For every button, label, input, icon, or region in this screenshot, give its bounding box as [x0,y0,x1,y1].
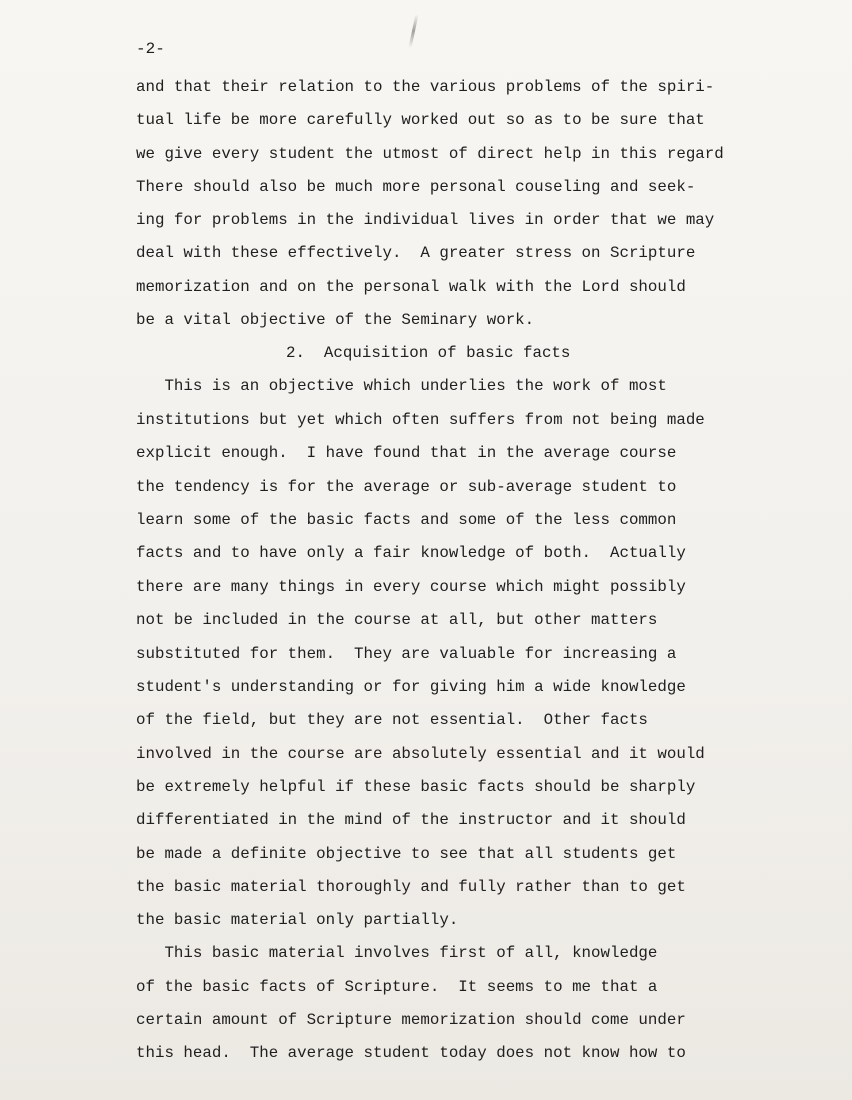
text-line: This basic material involves first of all, knowledge [136,944,658,962]
text-line: be made a definite objective to see that all students get [136,845,677,863]
text-line: of the field, but they are not essential. Other facts [136,711,648,729]
text-line: the tendency is for the average or sub-average student to [136,478,677,496]
text-line: there are many things in every course which might possibly [136,578,686,596]
text-line: explicit enough. I have found that in the average course [136,444,677,462]
text-line: and that their relation to the various problems of the spiri- [136,78,715,96]
text-line: There should also be much more personal couseling and seek- [136,178,696,196]
pen-mark [408,14,418,48]
text-line: the basic material thoroughly and fully rather than to get [136,878,686,896]
text-line: be a vital objective of the Seminary work. [136,311,535,329]
text-line: ing for problems in the individual lives in order that we may [136,211,715,229]
text-line: This is an objective which underlies the work of most [136,377,667,395]
text-line: deal with these effectively. A greater stress on Scripture [136,244,696,262]
text-line: we give every student the utmost of direct help in this regard [136,145,724,163]
text-line: this head. The average student today does not know how to [136,1044,686,1062]
text-line: student's understanding or for giving him a wide knowledge [136,678,686,696]
text-line: differentiated in the mind of the instructor and it should [136,811,686,829]
text-line: institutions but yet which often suffers from not being made [136,411,705,429]
text-line: of the basic facts of Scripture. It seems to me that a [136,978,658,996]
text-line: tual life be more carefully worked out so as to be sure that [136,111,705,129]
page-number: -2- [136,40,165,58]
text-line: the basic material only partially. [136,911,459,929]
text-line: not be included in the course at all, but other matters [136,611,658,629]
text-line: involved in the course are absolutely essential and it would [136,745,705,763]
text-line: facts and to have only a fair knowledge of both. Actually [136,544,686,562]
section-heading: 2. Acquisition of basic facts [286,344,571,362]
text-line: substituted for them. They are valuable for increasing a [136,645,677,663]
text-line: learn some of the basic facts and some of the less common [136,511,677,529]
text-line: be extremely helpful if these basic facts should be sharply [136,778,696,796]
text-line: certain amount of Scripture memorization should come under [136,1011,686,1029]
text-line: memorization and on the personal walk with the Lord should [136,278,686,296]
